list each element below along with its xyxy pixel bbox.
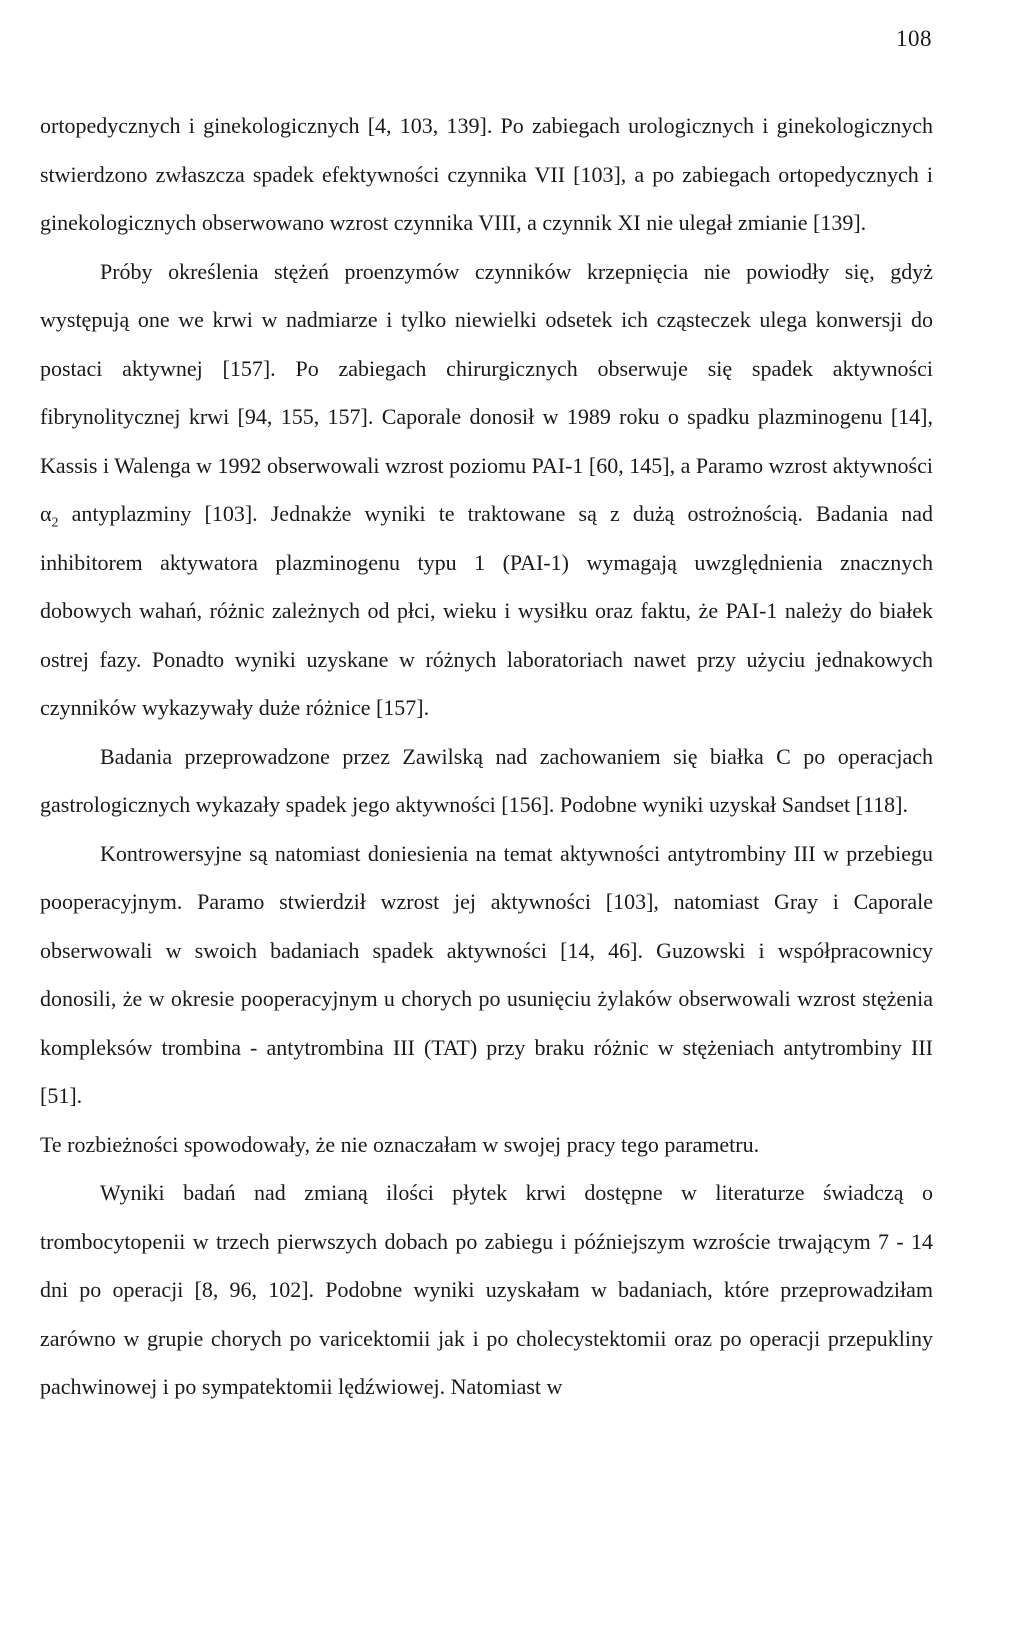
- paragraph-text: Próby określenia stężeń proenzymów czynników krzepnięcia nie powiodły się, gdyż występują one we krwi w nadmiarze i tylko niewielki odsetek ich cząsteczek ulega konwersji do postaci aktywnej [157]. Po zabiegach chirurgicznych obserwuje się spadek aktywności fibrynolitycznej krwi [94, 155, 157]. Caporale donosił w 1989 roku o spadku plazminogenu [14], Kassis i Walenga w 1992 obserwowali wzrost poziomu PAI-1 [60, 145], a Paramo wzrost aktywności α: [40, 258, 933, 526]
- paragraph-text: antyplazminy [103]. Jednakże wyniki te traktowane są z dużą ostrożnością. Badania nad inhibitorem aktywatora plazminogenu typu 1 (PAI-1) wymagają uwzględnienia znacznych dobowych wahań, różnic zależnych od płci, wieku i wysiłku oraz faktu, że PAI-1 należy do białek ostrej fazy. Ponadto wyniki uzyskane w różnych laboratoriach nawet przy użyciu jednakowych czynników wykazywały duże różnice [157].: [40, 501, 933, 720]
- page-number: 108: [896, 26, 932, 51]
- subscript: 2: [51, 515, 59, 531]
- paragraph: Wyniki badań nad zmianą ilości płytek krwi dostępne w literaturze świadczą o trombocytopenii w trzech pierwszych dobach po zabiegu i późniejszym wzroście trwającym 7 - 14 dni po operacji [8, 96, 102]. Podobne wyniki uzyskałam w badaniach, które przeprowadziłam zarówno w grupie chorych po varicektomii jak i po cholecystektomii oraz po operacji przepukliny pachwinowej i po sympatektomii lędźwiowej. Natomiast w: [40, 1180, 933, 1399]
- paragraph: [40, 248, 933, 733]
- paragraph: Kontrowersyjne są natomiast doniesienia na temat aktywności antytrombiny III w przebiegu pooperacyjnym. Paramo stwierdził wzrost jej aktywności [103], natomiast Gray i Caporale obserwowali w swoich badaniach spadek aktywności [14, 46]. Guzowski i współpracownicy donosili, że w okresie pooperacyjnym u chorych po usunięciu żylaków obserwowali wzrost stężenia kompleksów trombina - antytrombina III (TAT) przy braku różnic w stężeniach antytrombiny III [51].: [40, 840, 933, 1108]
- paragraph: Te rozbieżności spowodowały, że nie oznaczałam w swojej pracy tego parametru.: [40, 1131, 760, 1157]
- paragraph: Badania przeprowadzone przez Zawilską nad zachowaniem się białka C po operacjach gastrologicznych wykazały spadek jego aktywności [156]. Podobne wyniki uzyskał Sandset [118].: [40, 743, 933, 817]
- document-body: [40, 102, 933, 1412]
- paragraph: ortopedycznych i ginekologicznych [4, 103, 139]. Po zabiegach urologicznych i ginekologicznych stwierdzono zwłaszcza spadek efektywności czynnika VII [103], a po zabiegach ortopedycznych i ginekologicznych obserwowano wzrost czynnika VIII, a czynnik XI nie ulegał zmianie [139].: [40, 113, 933, 235]
